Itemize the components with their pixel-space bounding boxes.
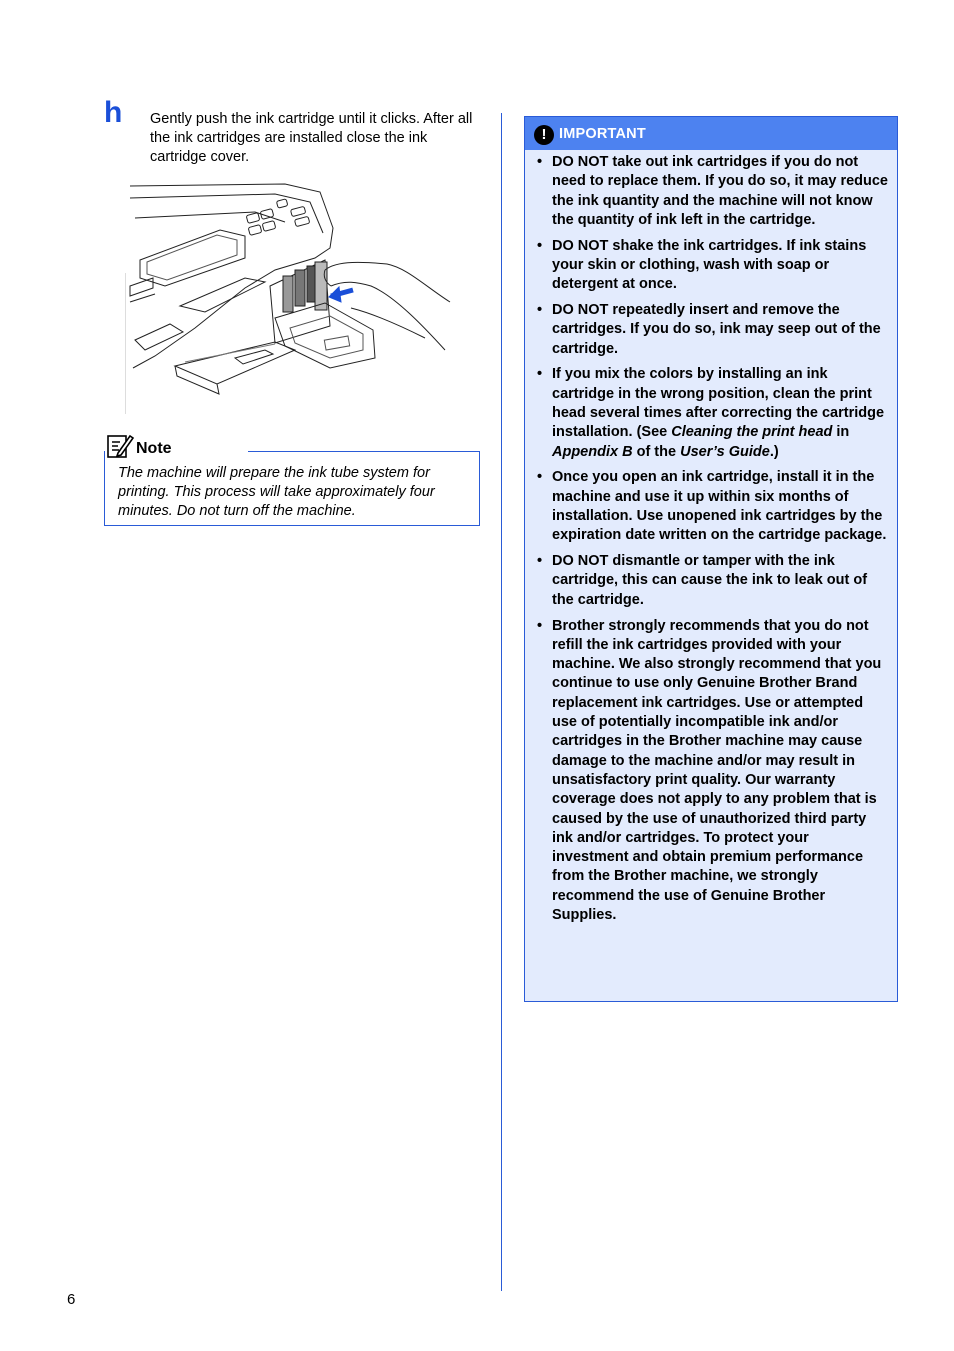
column-divider: [501, 113, 502, 1291]
important-item: [537, 301, 889, 359]
printer-ink-cartridge-illustration: [125, 178, 455, 414]
note-text: The machine will prepare the ink tube system for printing. This process will take approximately four minutes. Do not turn off the machine.: [118, 465, 435, 519]
bullet: •: [537, 302, 543, 319]
important-item: [537, 617, 889, 926]
page-number: 6: [67, 1291, 76, 1308]
important-box: [524, 116, 898, 1002]
important-item-text: DO NOT repeatedly insert and remove the cartridges. If you do so, ink may seep out of the cartridge.: [552, 302, 881, 357]
important-title: IMPORTANT: [559, 126, 646, 142]
step-letter: h: [104, 96, 123, 129]
bullet: •: [537, 154, 543, 170]
important-item-text: DO NOT shake the ink cartridges. If ink stains your skin or clothing, wash with soap or detergent at once.: [552, 237, 867, 293]
important-item-text: DO NOT dismantle or tamper with the ink cartridge, this can cause the ink to leak out of the cartridge.: [552, 553, 868, 608]
bullet: •: [537, 366, 543, 383]
important-item-text: Brother strongly recommends that you do not refill the ink cartridges provided with your machine. We also strongly recommend that you continue to use only Genuine Brother Brand replacement ink cartridges. Use or attempted use of potentially incompatible ink and/or cartridges in the Brother machine may cause damage to the machine and/or may result in unsatisfactory print quality. Our warranty coverage does not apply to any problem that is caused by the use of unauthorized third party ink and/or cartridges. To protect your investment and obtain premium performance from the Brother machine, we strongly recommend the use of Genuine Brother Supplies.: [552, 617, 882, 923]
important-item: [537, 552, 889, 610]
step-instruction: Gently push the ink cartridge until it clicks. After all the ink cartridges are installed close the ink cartridge cover.: [150, 111, 473, 165]
important-header: [525, 117, 897, 150]
important-item-text: DO NOT take out ink cartridges if you do not need to replace them. If you do so, it may reduce the ink quantity and the machine will not know the quantity of ink left in the cartridge.: [552, 154, 888, 228]
important-list: [537, 153, 889, 932]
important-item-text: in: [832, 424, 850, 441]
important-item: [537, 153, 889, 230]
important-item-emphasis: User’s Guide: [680, 443, 770, 460]
important-item-text: If you mix the colors by installing an ink cartridge in the wrong position, clean the print head several times after correcting the cartridge installation. (See: [552, 366, 885, 441]
bullet: •: [537, 237, 543, 254]
important-item-emphasis: Cleaning the print head: [671, 424, 833, 441]
bullet: •: [537, 617, 543, 634]
important-item: [537, 365, 889, 461]
important-item-text: of the: [632, 443, 681, 460]
bullet: •: [537, 469, 543, 486]
note-title: Note: [136, 440, 172, 457]
exclamation-icon: !: [534, 125, 554, 145]
important-item: [537, 468, 889, 545]
bullet: •: [537, 553, 543, 570]
important-item: [537, 237, 889, 295]
important-item-emphasis: Appendix B: [552, 443, 633, 460]
important-item-text: .): [769, 443, 779, 460]
important-item-text: Once you open an ink cartridge, install it in the machine and use it up within six months of installation. Use unopened ink cartridges by the expiration date written on the cartridge package.: [552, 469, 887, 544]
